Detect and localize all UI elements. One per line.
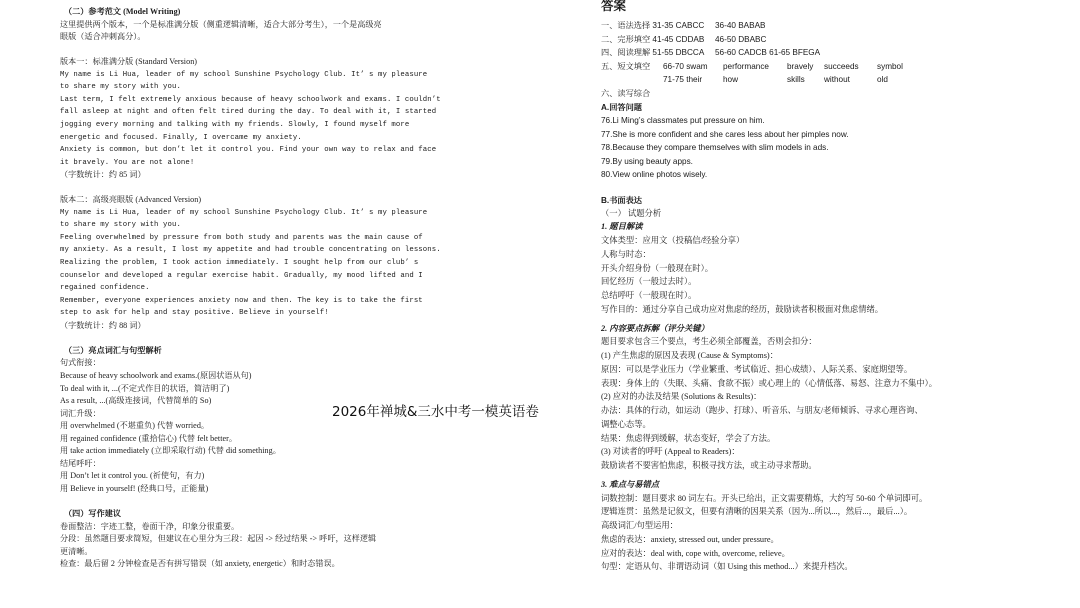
analysis-line: 调整心态等。 <box>601 419 651 429</box>
analysis-line: 总结呼吁（一般现在时）。 <box>601 291 697 300</box>
short-fill-answer: bravely <box>787 61 814 71</box>
section-model-writing: （二）参考范文 (Model Writing) <box>64 7 181 16</box>
left-text-line: 用 take action immediately (立即采取行动) 代替 did something。 <box>60 446 281 456</box>
version-two-heading: 版本二：高级亮眼版 (Advanced Version) <box>60 195 202 205</box>
left-text-line: Remember, everyone experiences anxiety now and then. The key is to take the first <box>60 296 423 305</box>
left-text-line: 更清晰。 <box>60 546 93 556</box>
analysis-line: 人称与时态： <box>601 249 651 259</box>
analysis-subheading: 2. 内容要点拆解（评分关键） <box>601 323 709 333</box>
left-text-line: my anxiety. As a result, I lost my appetite and had trouble concentrating on lessons. <box>60 246 441 255</box>
right-page <box>548 0 1080 608</box>
answer-row-label: 一、语法选择 31-35 CABCC <box>601 21 705 30</box>
short-fill-label: 五、短文填空 <box>601 61 651 71</box>
analysis-line: 文体类型：应用文（投稿信/经验分享） <box>601 236 745 245</box>
short-fill-answer: how <box>723 75 739 84</box>
short-fill-answer: symbol <box>877 61 903 71</box>
left-text-line: As a result, ...(高级连接词，代替简单的 So) <box>60 396 212 406</box>
analysis-subheading: 1. 题目解读 <box>601 222 643 232</box>
left-text-line: 用 Don’t let it control you. (祈使句，有力) <box>60 471 205 481</box>
analysis-line: 开头介绍身份（一般现在时）。 <box>601 263 714 273</box>
qa-answer: 78.Because they compare themselves with slim models in ads. <box>601 143 829 152</box>
short-fill-answer: 66-70 swam <box>663 61 708 71</box>
analysis-subheading: 3. 难点与易错点 <box>601 479 660 489</box>
qa-answer: 77.She is more confident and she cares less about her pimples now. <box>601 129 849 139</box>
answers-title: 答案 <box>601 0 627 13</box>
short-fill-answer: without <box>824 75 850 84</box>
left-text-line: Because of heavy schoolwork and exams.(原因状语从句) <box>60 370 252 380</box>
left-text-line: To deal with it, ...(不定式作目的状语，简洁明了) <box>60 383 230 393</box>
analysis-line: 鼓励读者不要害怕焦虑，积极寻找方法，或主动寻求帮助。 <box>601 461 817 470</box>
left-text-line: 检查：最后留 2 分钟检查是否有拼写错误（如 anxiety, energetic）和时态错误。 <box>60 559 340 569</box>
qa-answer: 80.View online photos wisely. <box>601 170 708 179</box>
left-text-line: Anxiety is common, but don’t let it control you. Find your own way to relax and face <box>60 146 437 155</box>
left-text-line: energetic and focused. Finally, I overcame my anxiety. <box>60 133 302 142</box>
left-text-line: step to ask for help and stay positive. Believe in yourself! <box>60 309 329 318</box>
short-fill-answer: skills <box>787 75 805 84</box>
answer-row-key: 36-40 BABAB <box>715 21 766 30</box>
answer-row-key: 46-50 DBABC <box>715 34 767 44</box>
analysis-line: （一） 试题分析 <box>601 208 662 218</box>
left-text-line: to share my story with you. <box>60 83 181 92</box>
left-text-line: counselor and developed a regular exercise habit. Gradually, my mood lifted and I <box>60 271 423 280</box>
analysis-line: 结果：焦虑得到缓解，状态变好，学会了方法。 <box>601 433 776 443</box>
left-text-line: 分段：虽然题目要求简短，但建议在心里分为三段：起因 -> 经过结果 -> 呼吁，这样逻辑 <box>60 534 377 544</box>
left-text-line: 眼版（适合冲刺高分）。 <box>60 32 146 42</box>
left-text-line: 用 regained confidence (重拾信心) 代替 felt better。 <box>60 433 238 443</box>
left-text-line: 用 overwhelmed (不堪重负) 代替 worried。 <box>60 421 210 431</box>
left-text-line: 这里提供两个版本，一个是标准满分版（侧重逻辑清晰，适合大部分考生），一个是高级亮 <box>60 19 382 29</box>
version-one-heading: 版本一：标准满分版 (Standard Version) <box>60 57 198 67</box>
analysis-line: 句型：定语从句、非谓语动词（如 Using this method...）来提升档次。 <box>601 562 853 572</box>
left-text-line: fall asleep at night and often felt tired during the day. To deal with it, I started <box>60 108 437 117</box>
analysis-line: 写作目的：通过分享自己成功应对焦虑的经历，鼓励读者积极面对焦虑情绪。 <box>601 304 884 314</box>
analysis-line: 高级词汇/句型运用： <box>601 521 678 530</box>
analysis-line: (3) 对读者的呼吁 (Appeal to Readers)： <box>601 447 740 457</box>
part-a-heading: A.回答问题 <box>601 102 642 112</box>
part-b-heading: B.书面表达 <box>601 195 642 205</box>
short-fill-answer: succeeds <box>824 61 859 71</box>
left-text-line: 词汇升级： <box>60 408 101 418</box>
analysis-line: 办法：具体的行动，如运动（跑步、打球）、听音乐、与朋友/老师倾诉、寻求心理咨询、 <box>601 406 923 415</box>
left-text-line: Realizing the problem, I took action immediately. I sought help from our club’ s <box>60 259 419 267</box>
left-text-line: My name is Li Hua, leader of my school Sunshine Psychology Club. It’ s my pleasure <box>60 70 428 79</box>
analysis-line: 应对的表达：deal with, cope with, overcome, relieve。 <box>601 548 790 558</box>
left-text-line: My name is Li Hua, leader of my school Sunshine Psychology Club. It’ s my pleasure <box>60 208 428 217</box>
left-text-line: jogging every morning and talking with my friends. Slowly, I found myself more <box>60 120 410 129</box>
short-fill-answer: old <box>877 75 888 84</box>
analysis-line: (1) 产生焦虑的原因及表现 (Cause & Symptoms)： <box>601 351 778 360</box>
short-fill-answer: performance <box>723 61 769 71</box>
analysis-line: 词数控制：题目要求 80 词左右。开头已给出，正文需要精炼，大约写 50-60 个单词即可。 <box>601 493 928 503</box>
answer-row-key: 56-60 CADCB 61-65 BFEGA <box>715 48 821 57</box>
section-six-heading: 六、读写综合 <box>601 89 651 98</box>
analysis-line: 焦虑的表达：anxiety, stressed out, under pressure。 <box>601 534 779 544</box>
left-text-line: 句式衔接： <box>60 358 101 368</box>
left-text-line: 用 Believe in yourself! (经典口号，正能量) <box>60 483 209 493</box>
answer-row-label: 二、完形填空 41-45 CDDAB <box>601 34 705 44</box>
analysis-line: (2) 应对的办法及结果 (Solutions & Results)： <box>601 392 762 402</box>
analysis-line: 表现：身体上的（失眠、头痛、食欲不振）或心理上的（心情低落、易怒、注意力不集中）。 <box>601 378 938 388</box>
left-text-line: Last term, I felt extremely anxious because of heavy schoolwork and exams. I couldn’t <box>60 95 441 104</box>
analysis-line: 题目要求包含三个要点，考生必须全部覆盖，否则会扣分： <box>601 337 817 347</box>
left-text-line: Feeling overwhelmed by pressure from both study and parents was the main cause of <box>60 233 423 242</box>
analysis-line: 逻辑连贯：虽然是记叙文，但要有清晰的因果关系（因为...所以...，然后...，最后...）。 <box>601 507 913 517</box>
left-text-line: 卷面整洁：字迹工整，卷面干净，印象分很重要。 <box>60 521 240 531</box>
qa-answer: 76.Li Ming’s classmates put pressure on him. <box>601 116 765 125</box>
left-text-line: to share my story with you. <box>60 221 181 230</box>
analysis-line: 回忆经历（一般过去时）。 <box>601 277 697 287</box>
left-text-line: it bravely. You are not alone! <box>60 158 195 167</box>
section-writing-tips: （四）写作建议 <box>64 509 122 518</box>
left-text-line: regained confidence. <box>60 284 150 293</box>
left-text-line: （字数统计：约 85 词） <box>60 170 146 180</box>
section-highlights: （三）亮点词汇与句型解析 <box>64 345 162 355</box>
left-text-line: （字数统计：约 88 词） <box>60 320 146 330</box>
qa-answer: 79.By using beauty apps. <box>601 156 693 166</box>
answer-row-label: 四、阅读理解 51-55 DBCCA <box>601 48 705 57</box>
left-text-line: 结尾呼吁： <box>60 458 101 468</box>
watermark-caption: 2026年禅城&三水中考一模英语卷 <box>332 404 539 420</box>
analysis-line: 原因：可以是学业压力（学业繁重、考试临近、担心成绩）、人际关系、家庭期望等。 <box>601 364 913 374</box>
short-fill-answer: 71-75 their <box>663 75 703 84</box>
